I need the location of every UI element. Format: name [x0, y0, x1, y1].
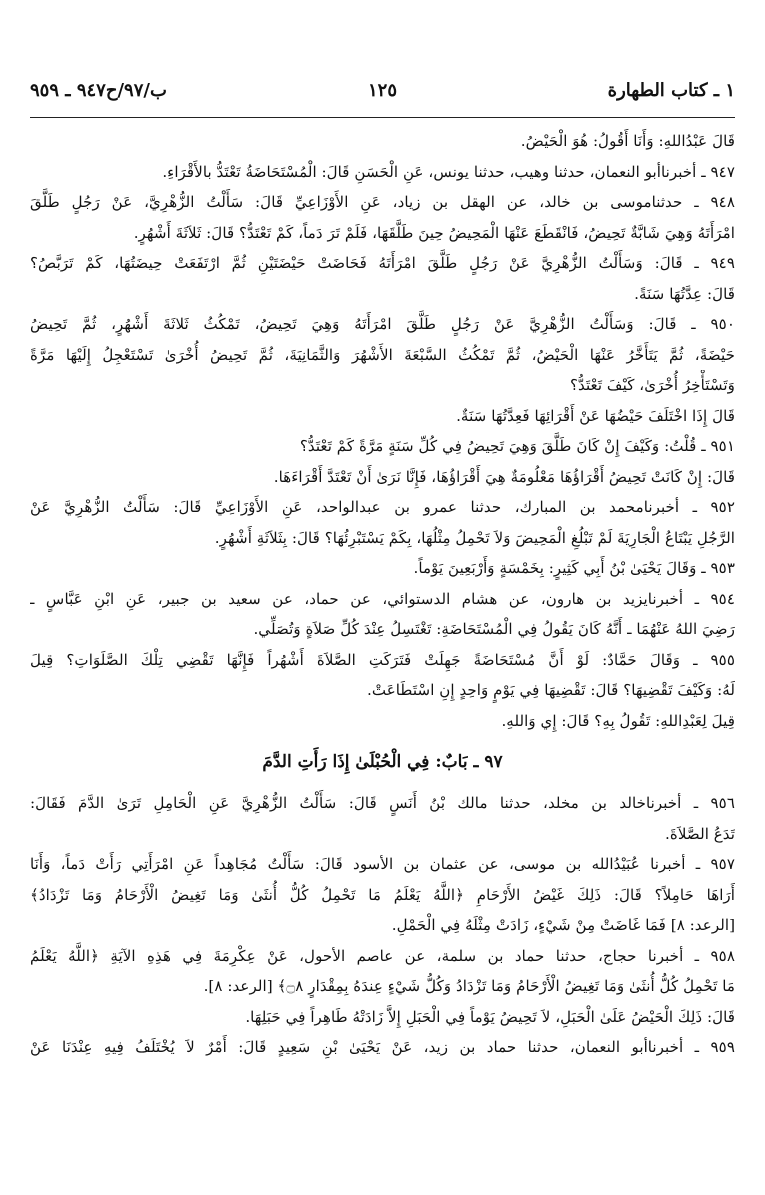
text-line: قَالَ عَبْدُاللهِ: وَأَنَا أَقُولُ: هُوَ الْحَيْضُ.: [520, 132, 735, 150]
header-rule: [30, 117, 735, 118]
text-line: قَالَ إِذَا اخْتَلَفَ حَيْضُهَا عَنْ أَقْرَائِهَا فَعِدَّتُهَا سَنَةٌ.: [456, 406, 735, 425]
text-line: ٩٤٩ ـ قَالَ: وَسَأَلْتُ الزُّهْرِيَّ عَنْ رَجُلٍ طَلَّقَ امْرَأَتَهُ فَحَاضَتْ حَيْضَتَيْنِ ثُمَّ ارْتَفَعَتْ حِيضَتُهَا، كَمْ تَرَبَّصُ؟: [30, 254, 735, 272]
text-line: رَضِيَ اللهُ عَنْهُمَا ـ أَنَّهُ كَانَ يَقُولُ فِي الْمُسْتَحَاضَةِ: تَغْتَسِلُ عِنْدَ كُلِّ صَلاَةٍ وَتُصَلِّي.: [253, 620, 735, 638]
text-line: قِيلَ لِعَبْدِاللهِ: تَقُولُ بِهِ؟ قَالَ: إِي وَاللهِ.: [501, 711, 735, 730]
text-line: ٩٤٧ ـ أخبرناأبو النعمان، حدثنا وهيب، حدثنا يونس، عَنِ الْحَسَنِ قَالَ: الْمُسْتَحَاضَةُ تَعْتَدُّ بالأَقْرَاءِ.: [162, 162, 735, 181]
text-line: ٩٥٨ ـ أخبرنا حجاج، حدثنا حماد بن سلمة، عن عاصم الأحول، عَنْ عِكْرِمَةَ فِي هَذِهِ الآيَةِ ﴿اللَّهُ يَعْلَمُ: [30, 946, 735, 965]
text-line: الرَّجُلِ يَبْتَاعُ الْجَارِيَةَ لَمْ تَبْلُغِ الْمَحِيضَ وَلاَ تَحْمِلُ مِثْلُهَا، بِكَمْ يَسْتَبْرِئُهَا؟ قَالَ: بِثَلاَثَةِ أَشْهُرٍ.: [214, 528, 735, 547]
text-line: قَالَ: ذَلِكَ الْحَيْضُ عَلَىٰ الْحَبَلِ، لاَ تَحِيضُ يَوْماً فِي الْحَبَلِ إِلاَّ زَادَتْهُ طَاهِراً فِي حَبَلِهَا.: [245, 1007, 735, 1026]
text-line: ٩٤٨ ـ حدثناموسى بن خالد، عن الهقل بن زياد، عَنِ الأَوْزَاعِيِّ قَالَ: سَأَلْتُ الزُّهْرِيَّ، عَنْ رَجُلٍ طَلَّقَ: [30, 193, 735, 211]
text-line: أَرَاهَا حَامِلاً؟ قَالَ: ذَلِكَ غَيْضُ الأَرْحَامِ ﴿اللَّهُ يَعْلَمُ مَا تَحْمِلُ كُلُّ أُنثَىٰ وَمَا تَغِيضُ الْأَرْحَامُ وَمَا تَزْدَادُ﴾: [30, 885, 735, 904]
text-line: وَتَسْتَأْخِرُ أُخْرَىٰ، كَيْفَ تَعْتَدُّ؟: [569, 376, 735, 394]
text-line: تَدَعُ الصَّلاَةَ.: [665, 824, 735, 843]
text-block-2: [30, 788, 735, 1063]
text-line: ٩٥٠ ـ قَالَ: وَسَأَلْتُ الزُّهْرِيَّ عَنْ رَجُلٍ طَلَّقَ امْرَأَتَهُ وَهِيَ تَحِيضُ، تَمْكُثُ ثَلاثَةَ أَشْهُرٍ، ثُمَّ تَحِيضُ: [30, 315, 735, 333]
text-line: حَيْضَةً، ثُمَّ يَتَأَخَّرُ عَنْهَا الْحَيْضُ، ثُمَّ تَمْكُثُ السَّبْعَةَ الأَشْهُرَ وَالثَّمَانِيَةَ، ثُمَّ تَحِيضُ أُخْرَىٰ تَسْتَعْجِلُ إِلَيْهَا مَرَّةً: [30, 345, 735, 364]
text-line: ٩٥٩ ـ أخبرناأبو النعمان، حدثنا حماد بن زيد، عَنْ يَحْيَىٰ بْنِ سَعِيدٍ قَالَ: أَمْرٌ لاَ يُخْتَلَفُ فِيهِ عِنْدَنَا عَنْ: [30, 1038, 735, 1056]
chapter-title: ١ ـ كتاب الطهارة: [607, 80, 735, 101]
text-block-1: [30, 126, 735, 736]
text-line: ٩٥٢ ـ أخبرنامحمد بن المبارك، حدثنا عمرو بن عبدالواحد، عَنِ الأَوْزَاعِيِّ قَالَ: سَأَلْتُ الزُّهْرِيَّ عَنْ: [30, 498, 735, 516]
page-number: ١٢٥: [367, 80, 398, 101]
text-line: قَالَ: إِنْ كَانَتْ تَحِيضُ أَقْرَاؤُهَا مَعْلُومَةٌ هِيَ أَقْرَاؤُهَا، فَإِنَّا نَرَىٰ أَنْ تَعْتَدَّ أَقْرَاءَهَا.: [273, 467, 735, 486]
text-line: قَالَ: عِدَّتُهَا سَنَةً.: [634, 284, 735, 303]
text-line: لَهُ: وَكَيْفَ تَقْضِيهَا؟ قَالَ: تَقْضِيهَا فِي يَوْمٍ وَاحِدٍ إِنِ اسْتَطَاعَتْ.: [367, 681, 735, 699]
text-line: مَا تَحْمِلُ كُلُّ أُنثَىٰ وَمَا تَغِيضُ الْأَرْحَامُ وَمَا تَزْدَادُ وَكُلُّ شَيْءٍ عِندَهُ بِمِقْدَارٍ ۝٨﴾ [الرعد: ٨].: [203, 977, 735, 995]
running-header: [30, 72, 735, 112]
text-line: ٩٥٦ ـ أخبرناخالد بن مخلد، حدثنا مالك بْنُ أَنَسٍ قَالَ: سَأَلْتُ الزُّهْرِيَّ عَنِ الْحَامِلِ تَرَىٰ الدَّمَ فَقَالَ:: [30, 794, 735, 812]
text-line: ٩٥٥ ـ وَقَالَ حَمَّادٌ: لَوْ أَنَّ مُسْتَحَاضَةً جَهِلَتْ فَتَرَكَتِ الصَّلاَةَ أَشْهُراً فَإِنَّهَا تَقْضِي تِلْكَ الصَّلَوَاتِ؟ قِيلَ: [30, 650, 735, 669]
text-line: ٩٥٤ ـ أخبرنايزيد بن هارون، عن هشام الدستوائي، عن حماد، عن سعيد بن جبير، عَنِ ابْنِ عَبَّاسٍ ـ: [30, 589, 735, 608]
page-body: [30, 126, 735, 1155]
text-line: امْرَأَتَهُ وَهِيَ شَابَّةٌ تَحِيضُ، فَانْقَطَعَ عَنْهَا الْمَحِيضُ حِينَ طَلَّقَهَا، فَلَمْ تَرَ دَماً، كَمْ تَعْتَدُّ؟ قَالَ: ثَلاَثَةَ أَشْهُرٍ.: [133, 223, 735, 242]
text-line: ٩٥١ ـ قُلْتُ: وَكَيْفَ إِنْ كَانَ طَلَّقَ وَهِيَ تَحِيضُ فِي كُلِّ سَنَةٍ مَرَّةً كَمْ تَعْتَدُّ؟: [299, 437, 735, 455]
text-line: [الرعد: ٨] فَمَا غَاضَتْ مِنْ شَيْءٍ، زَادَتْ مِثْلَهُ فِي الْحَمْلِ.: [391, 916, 735, 934]
text-line: ٩٥٣ ـ وَقَالَ يَحْيَىٰ بْنُ أَبِي كَثِيرٍ: بِخَمْسَةٍ وَأَرْبَعِينَ يَوْماً.: [413, 559, 735, 577]
section-range: ب/٩٧/ح٩٤٧ ـ ٩٥٩: [30, 80, 167, 101]
chapter-heading: ٩٧ ـ بَابٌ: فِي الْحُبْلَىٰ إِذَا رَأَتِ الدَّمَ: [262, 752, 503, 772]
text-line: ٩٥٧ ـ أخبرنا عُبَيْدُالله بن موسى، عن عثمان بن الأسود قَالَ: سَأَلْتُ مُجَاهِداً عَنِ امْرَأَتِي رَأَتْ دَماً، وَأَنَا: [30, 855, 735, 873]
